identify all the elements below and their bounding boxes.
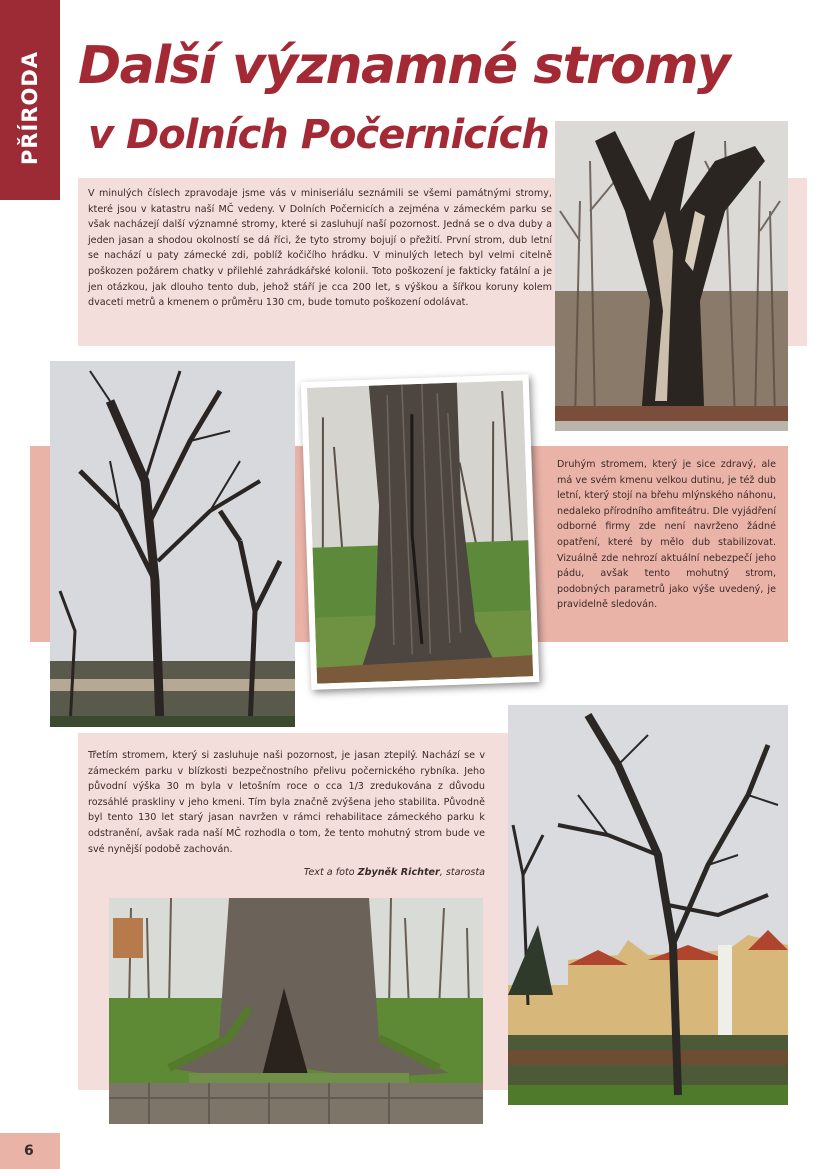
third-tree-paragraph: Třetím stromem, který si zasluhuje naši pozornost, je jasan ztepilý. Nachází se v zámeckém parku v blízkosti bezpečnostního přelivu počernického rybníka. Jeho původní výška 30 m byla v letošním roce o cca 1/3 zredukována z důvodu rozsáhlé praskliny v jeho kmeni. Tím byla značně zvýšena jeho stabilita. Původně byl tento 130 let starý jasan navržen v rámci rehabilitace zámeckého parku k odstranění, avšak rada naší MČ rozhodla o tom, že tento mohutný strom bude ve své nynější podobě zachován. [88,750,485,855]
credit-prefix: Text a foto [303,867,358,878]
photo-ash-trunk [109,898,483,1124]
credit-suffix: , starosta [439,867,485,878]
page-subtitle: v Dolních Počernicích [88,112,549,158]
section-tab [0,0,60,200]
photo-ash-castle [508,705,788,1105]
credit-author: Zbyněk Richter [357,867,440,878]
photo-credit [88,865,485,881]
intro-paragraph: V minulých číslech zpravodaje jsme vás v miniseriálu seznámili se všemi památnými stromy, které jsou v katastru naší MČ vedeny. V Dolních Počernicích a zejména v zámeckém parku se však nacházejí další významné stromy, které si zasluhují naší pozornost. Jedná se o dva duby a jeden jasan a shodou okolností se dá říci, že tyto stromy bojují o přežití. První strom, dub letní se nachází u paty zámecké zdi, poblíž kočičího hrádku. V minulých letech byl velmi citelně poškozen požárem chatky v přilehlé zahrádkářské kolonii. Toto poškození je fakticky fatální a je jen otázkou, jak dlouho tento dub, jehož stáří je cca 200 let, s výškou a šířkou koruny kolem dvaceti metrů a kmenem o průměru 130 cm, bude tomuto poškození odolávat. [88,188,552,309]
second-tree-paragraph: Druhým stromem, který je sice zdravý, ale má ve svém kmenu velkou dutinu, je též dub letní, který stojí na břehu mlýnského náhonu, nedaleko přírodního amfiteátru. Dle vyjádření odborné firmy zde není navrženo žádné opatření, které by mělo dub stabilizovat. Vizuálně zde nehrozí aktuální nebezpečí jeho pádu, avšak tento mohutný strom, podobných parametrů jako výše uvedený, je pravidelně sledován. [557,459,776,611]
photo-hollow-oak [301,374,540,690]
photo-trees-pond [50,361,295,727]
section-label: PŘÍRODA [18,50,42,166]
photo-burnt-oak [555,121,788,431]
page-number-tab [0,1133,60,1169]
page-title: Další významné stromy [78,36,730,96]
intro-box-edge [786,178,807,346]
page-number: 6 [24,1143,34,1159]
